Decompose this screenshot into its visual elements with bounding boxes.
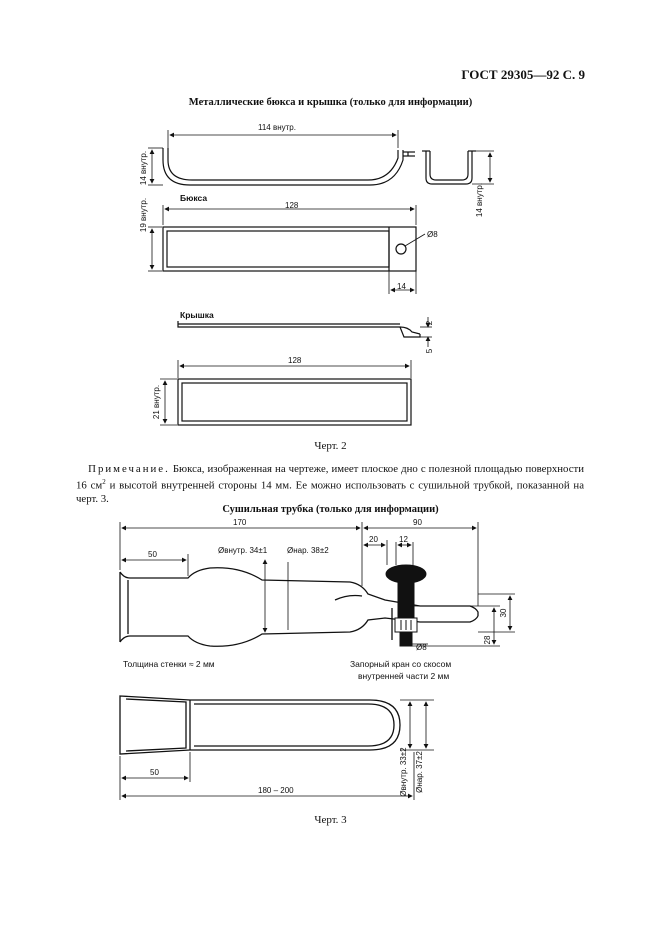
note-text-1: Бюкса, изображенная на чертеже, имеет плоское дно с полезной площадью поверхности 16 см [76, 463, 585, 492]
dim-50-bottom: 50 [150, 768, 159, 777]
dim-lid-2: 2 [425, 320, 434, 326]
dim-12: 12 [399, 535, 408, 544]
dim-19: 19 внутр. [139, 197, 148, 233]
label-lid: Крышка [180, 310, 214, 320]
dim-14-tab: 14 [397, 282, 406, 291]
dim-lid-128: 128 [288, 356, 302, 365]
dim-114: 114 внутр. [258, 123, 296, 132]
dim-128: 128 [285, 201, 299, 210]
dim-14-left: 14 внутр. [139, 150, 148, 186]
label-box: Бюкса [180, 193, 208, 203]
box-side-view [163, 148, 415, 185]
dim-90: 90 [413, 518, 422, 527]
dim-dia-8: Ø8 [427, 230, 438, 239]
dim-dia-8-valve: Ø8 [416, 643, 427, 652]
document-header: ГОСТ 29305—92 С. 9 [461, 67, 585, 82]
lid-top-view [178, 379, 411, 425]
dim-170: 170 [233, 518, 247, 527]
dim-outer-diameter: Øнар. 38±2 [287, 546, 329, 555]
dim-inner-diameter: Øвнутр. 34±1 [218, 546, 268, 555]
label-valve-2: внутренней части 2 мм [358, 671, 450, 681]
dim-inner-diameter-2: Øвнутр. 33±2 [399, 747, 408, 797]
drying-tube-top-view [120, 696, 400, 754]
lid-side-view [178, 321, 420, 337]
dim-28: 28 [483, 635, 492, 645]
note-text-2: и высотой внутренней стороны 14 мм. Ее можно использовать с сушильной трубкой, показанной на черт. 3. [76, 479, 584, 505]
dim-lid-21: 21 внутр. [152, 384, 161, 420]
box-top-view [163, 227, 416, 271]
dim-180-200: 180 – 200 [258, 786, 294, 795]
drying-tube-side-view [120, 568, 478, 647]
dim-outer-diameter-2: Øнар. 37±2 [415, 751, 424, 793]
note-sup: 2 [102, 478, 106, 486]
figure2-caption: Черт. 2 [314, 440, 347, 452]
note-lead: Примечание. [88, 463, 170, 475]
figure2-title: Металлические бюкса и крышка (только для информации) [188, 97, 473, 108]
box-end-view [422, 151, 476, 184]
dim-30: 30 [499, 608, 508, 618]
label-wall: Толщина стенки ≈ 2 мм [123, 659, 215, 669]
dim-14-right: 14 внутр. [475, 182, 484, 218]
figure3-title: Сушильная трубка (только для информации) [222, 504, 439, 515]
note-paragraph [76, 463, 584, 506]
figure3-caption: Черт. 3 [314, 814, 347, 826]
dim-lid-5: 5 [425, 348, 434, 354]
dim-20: 20 [369, 535, 378, 544]
label-valve-1: Запорный кран со скосом [350, 659, 452, 669]
dim-50-top: 50 [148, 550, 157, 559]
